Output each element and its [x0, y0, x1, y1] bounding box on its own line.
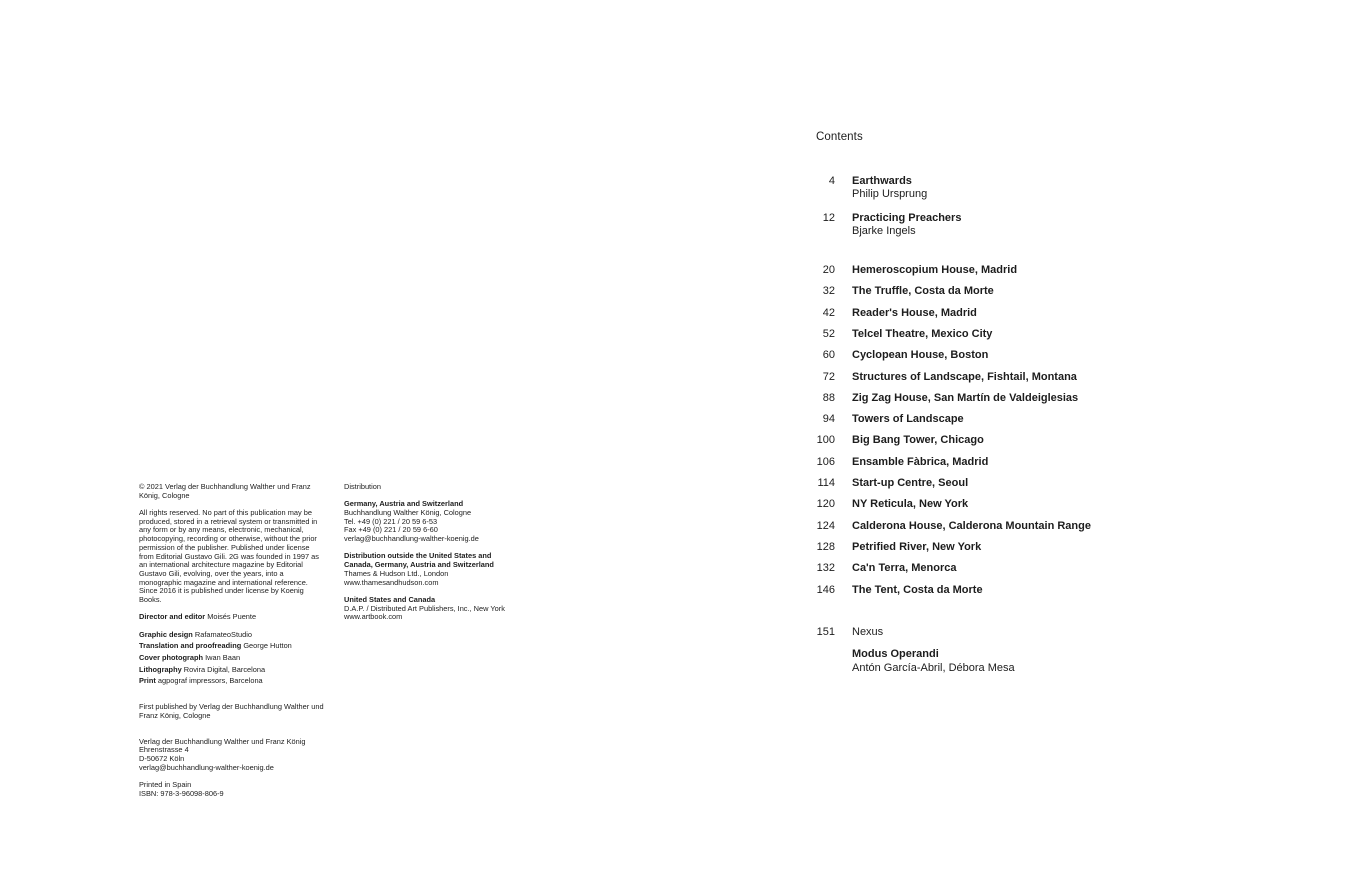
toc-project-entry	[810, 349, 1210, 363]
credit-label: Lithography	[139, 664, 182, 674]
toc-page-number: 20	[822, 264, 835, 276]
printed-in: Printed in Spain	[139, 779, 192, 789]
toc-title: Ensamble Fàbrica, Madrid	[852, 455, 989, 468]
copyright-notice: © 2021 Verlag der Buchhandlung Walther und Franz König, Cologne	[139, 482, 311, 500]
distribution-region: United States and Canada	[344, 594, 436, 604]
credit-row	[139, 677, 324, 686]
distribution-region: Germany, Austria and Switzerland	[344, 499, 464, 509]
toc-title: The Truffle, Costa da Morte	[852, 285, 994, 298]
toc-project-entry	[810, 477, 1210, 491]
credit-row	[139, 654, 324, 663]
credits-list	[139, 631, 324, 687]
toc-title: Earthwards	[852, 175, 912, 187]
toc-page-number: 128	[816, 540, 835, 553]
toc-project-entry	[810, 307, 1210, 321]
toc-page-number: 100	[816, 434, 835, 447]
distribution-region: Distribution outside the United States and Canada, Germany, Austria and Switzerland	[344, 551, 494, 570]
toc-title: Ca'n Terra, Menorca	[852, 562, 957, 575]
toc-page-number: 124	[816, 519, 835, 532]
toc-title: Structures of Landscape, Fishtail, Montana	[852, 370, 1077, 383]
toc-title: Nexus	[852, 626, 884, 638]
distribution-line: verlag@buchhandlung-walther-koenig.de	[344, 534, 479, 544]
credit-label: Cover photograph	[139, 653, 204, 663]
address-email: verlag@buchhandlung-walther-koenig.de	[139, 762, 274, 772]
toc-page-number: 32	[822, 285, 835, 298]
toc-title: Zig Zag House, San Martín de Valdeiglesias	[852, 391, 1079, 404]
address-line: Verlag der Buchhandlung Walther und Franz König	[139, 736, 306, 746]
distribution-column	[344, 483, 529, 631]
credit-value: Iwan Baan	[205, 653, 241, 663]
credit-label: Graphic design	[139, 629, 193, 639]
distribution-group	[344, 552, 529, 587]
distribution-line: D.A.P. / Distributed Art Publishers, Inc., New York	[344, 603, 505, 613]
toc-author: Antón García-Abril, Débora Mesa	[852, 661, 1015, 674]
toc-page-number: 88	[822, 391, 835, 404]
credit-value: George Hutton	[243, 641, 292, 651]
distribution-line: Fax +49 (0) 221 / 20 59 6-60	[344, 525, 438, 535]
toc-project-entry	[810, 392, 1210, 406]
distribution-line: Thames & Hudson Ltd., London	[344, 568, 449, 578]
toc-project-entry	[810, 456, 1210, 470]
toc-title: Telcel Theatre, Mexico City	[852, 327, 993, 340]
toc-project-entry	[810, 584, 1210, 598]
publisher-address	[139, 738, 324, 773]
credit-value: agpograf impressors, Barcelona	[157, 676, 263, 686]
toc-project-entry	[810, 264, 1210, 278]
toc-nexus-entry	[810, 626, 1210, 640]
toc-project-entry	[810, 541, 1210, 555]
toc-author: Bjarke Ingels	[852, 224, 916, 237]
toc-page-number: 106	[816, 455, 835, 468]
toc-title: Start-up Centre, Seoul	[852, 477, 969, 489]
toc-title: Towers of Landscape	[852, 413, 964, 426]
distribution-line: Tel. +49 (0) 221 / 20 59 6-53	[344, 516, 438, 526]
toc-modus-entry	[810, 648, 1210, 674]
credit-label: Translation and proofreading	[139, 641, 242, 651]
toc-author: Philip Ursprung	[852, 187, 928, 200]
distribution-line: www.artbook.com	[344, 612, 403, 622]
credit-row	[139, 666, 324, 675]
director-label: Director and editor	[139, 612, 206, 622]
toc-project-entry	[810, 520, 1210, 534]
toc-page-number: 151	[816, 626, 835, 638]
toc-project-entry	[810, 328, 1210, 342]
toc-essay-entry	[810, 175, 1210, 200]
toc-page-number: 12	[822, 212, 835, 224]
distribution-group	[344, 500, 529, 544]
credit-value: Rovira Digital, Barcelona	[183, 664, 266, 674]
toc-page-number: 114	[817, 477, 835, 489]
distribution-group	[344, 596, 529, 622]
distribution-line: www.thamesandhudson.com	[344, 577, 439, 587]
distribution-heading: Distribution	[344, 482, 381, 491]
toc-page-number: 94	[822, 413, 835, 426]
toc-essay-entry	[810, 212, 1210, 237]
first-published-note: First published by Verlag der Buchhandlung Walther und Franz König, Cologne	[139, 702, 324, 720]
toc-project-entry	[810, 285, 1210, 299]
toc-title: Calderona House, Calderona Mountain Range	[852, 519, 1091, 532]
toc-project-entry	[810, 371, 1210, 385]
printing-info	[139, 781, 324, 798]
toc-page-number: 42	[822, 306, 835, 319]
toc-title: Reader's House, Madrid	[852, 306, 977, 319]
contents-heading: Contents	[816, 131, 863, 143]
director-value: Moisés Puente	[207, 612, 257, 622]
toc-page-number: 52	[822, 327, 835, 340]
credit-row	[139, 642, 324, 651]
distribution-line: Buchhandlung Walther König, Cologne	[344, 508, 472, 517]
rights-notice: All rights reserved. No part of this publication may be produced, stored in a retrieval system or transmitted in any form or by any means, electronic, mechanical, photocopying, recording or otherwise, without the prior permission of the publisher. Published under license from Editorial Gustavo Gili. 2G was founded in 1997 as an international architecture magazine by Editorial Gustavo Gili, evolving, over the years, into a monographic magazine and international reference. Since 2016 it is published under license by Koenig Books.	[139, 508, 319, 605]
toc-title: The Tent, Costa da Morte	[852, 583, 983, 596]
toc-title: Petrified River, New York	[852, 540, 982, 553]
address-line: Ehrenstrasse 4	[139, 745, 189, 755]
toc-project-entry	[810, 562, 1210, 576]
toc-page-number: 4	[828, 175, 835, 187]
toc-title: Hemeroscopium House, Madrid	[852, 264, 1018, 276]
toc-page-number: 72	[822, 370, 835, 383]
toc-project-entry	[810, 498, 1210, 512]
credit-value: RafamateoStudio	[194, 629, 252, 639]
toc-page-number: 120	[816, 498, 835, 511]
toc-title: Modus Operandi	[852, 648, 939, 660]
toc-page-number: 60	[822, 349, 835, 362]
toc-title: NY Reticula, New York	[852, 498, 969, 511]
isbn: ISBN: 978-3-96098-806-9	[139, 788, 224, 798]
credit-label: Print	[139, 676, 156, 686]
toc-project-entry	[810, 434, 1210, 448]
toc-title: Cyclopean House, Boston	[852, 349, 989, 362]
toc-page-number: 146	[816, 583, 835, 596]
toc-project-entry	[810, 413, 1210, 427]
toc-title: Big Bang Tower, Chicago	[852, 434, 984, 447]
director-line	[139, 613, 324, 622]
credit-row	[139, 631, 324, 640]
imprint-column	[139, 483, 324, 798]
address-line: D-50672 Köln	[139, 753, 185, 763]
toc-page-number: 132	[816, 562, 835, 575]
toc-title: Practicing Preachers	[852, 212, 962, 224]
